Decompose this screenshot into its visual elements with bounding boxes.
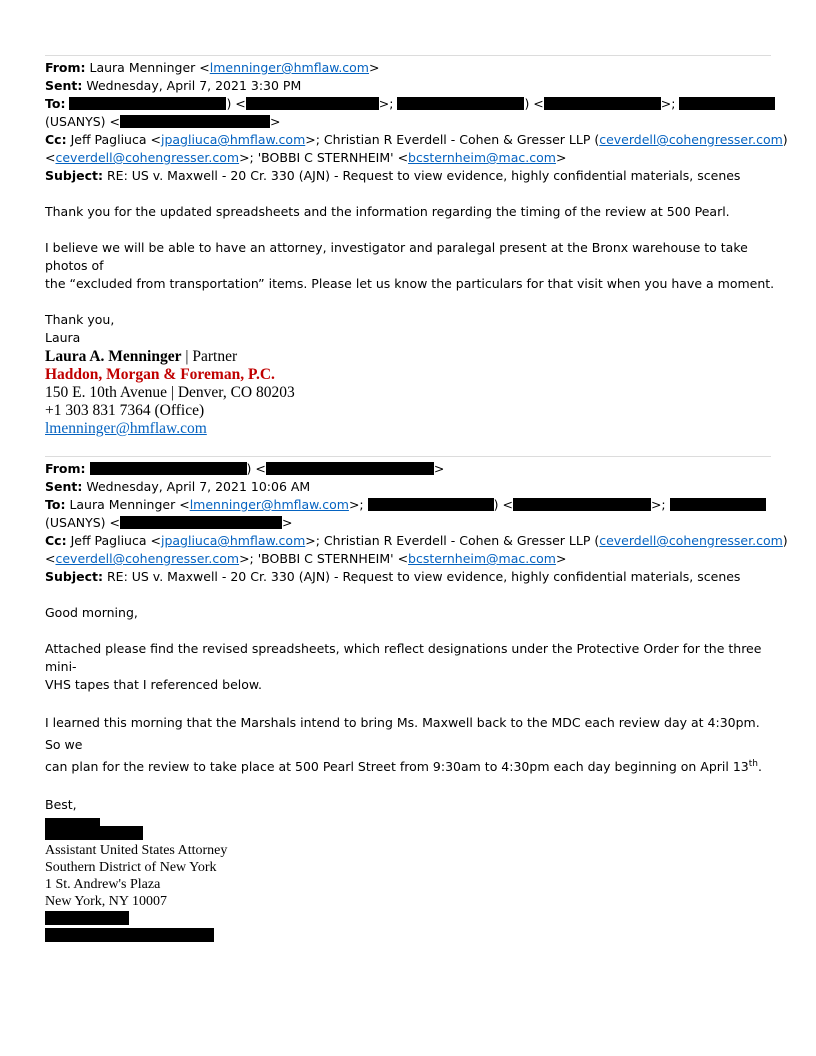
divider bbox=[45, 55, 771, 56]
sent-label: Sent: bbox=[45, 78, 83, 93]
cc-email-link[interactable]: ceverdell@cohengresser.com bbox=[55, 551, 240, 566]
cc-name: 'BOBBI C STERNHEIM' bbox=[257, 150, 394, 165]
cc-email-link[interactable]: bcsternheim@mac.com bbox=[408, 551, 556, 566]
body-paragraph: Attached please find the revised spreadsheets, which reflect designations under the Protective Order for the three mini- VHS tapes that I referenced below. bbox=[45, 641, 762, 692]
redaction-box bbox=[90, 462, 247, 475]
signature-email-link[interactable]: lmenninger@hmflaw.com bbox=[45, 420, 207, 437]
email-header-1 bbox=[45, 59, 788, 185]
email-header-2 bbox=[45, 460, 788, 586]
redaction-box bbox=[544, 97, 661, 110]
recipient-org: (USANYS) bbox=[45, 114, 106, 129]
email-body-2 bbox=[45, 604, 775, 832]
signature-address: New York, NY 10007 bbox=[45, 894, 167, 909]
subject-label: Subject: bbox=[45, 569, 103, 584]
signature-address: 150 E. 10th Avenue | Denver, CO 80203 bbox=[45, 384, 295, 401]
closing: Best, bbox=[45, 797, 77, 812]
cc-name: Christian R Everdell - Cohen & Gresser LLP bbox=[323, 132, 591, 147]
redaction-box bbox=[120, 115, 270, 128]
subject-line bbox=[45, 568, 775, 586]
redaction-box bbox=[513, 498, 651, 511]
redaction-box bbox=[368, 498, 494, 511]
from-line: From: Laura Menninger <lmenninger@hmflaw.com> bbox=[45, 60, 380, 75]
cc-email-link[interactable]: bcsternheim@mac.com bbox=[408, 150, 556, 165]
redaction-box bbox=[670, 498, 766, 511]
redaction-box bbox=[397, 97, 524, 110]
cc-name: Jeff Pagliuca bbox=[70, 533, 147, 548]
signature-office: Southern District of New York bbox=[45, 860, 217, 875]
cc-email-link[interactable]: ceverdell@cohengresser.com bbox=[55, 150, 240, 165]
recipient-name: Laura Menninger bbox=[69, 497, 176, 512]
sender-name: Laura Menninger bbox=[89, 60, 196, 75]
sent-line bbox=[45, 77, 775, 95]
subject-line bbox=[45, 167, 775, 185]
redaction-box bbox=[246, 97, 379, 110]
cc-email-link[interactable]: ceverdell@cohengresser.com bbox=[599, 533, 783, 548]
greeting: Good morning, bbox=[45, 605, 138, 620]
cc-label: Cc: bbox=[45, 533, 67, 548]
cc-email-link[interactable]: jpagliuca@hmflaw.com bbox=[160, 132, 306, 147]
cc-label: Cc: bbox=[45, 132, 67, 147]
closing: Thank you, Laura bbox=[45, 312, 115, 345]
signature-address: 1 St. Andrew's Plaza bbox=[45, 877, 161, 892]
sent-label: Sent: bbox=[45, 479, 83, 494]
cc-email-link[interactable]: ceverdell@cohengresser.com bbox=[599, 132, 783, 147]
to-label: To: bbox=[45, 96, 66, 111]
cc-line: Cc: Jeff Pagliuca <jpagliuca@hmflaw.com>; Christian R Everdell - Cohen & Gresser LLP (ceverdell@cohengresser.com) bbox=[45, 533, 788, 548]
recipient-org: (USANYS) bbox=[45, 515, 106, 530]
sender-email-link[interactable]: lmenninger@hmflaw.com bbox=[209, 60, 369, 75]
cc-name: 'BOBBI C STERNHEIM' bbox=[257, 551, 394, 566]
to-line: To: Laura Menninger <lmenninger@hmflaw.com>; ) < >; bbox=[45, 496, 775, 514]
cc-name: Jeff Pagliuca bbox=[70, 132, 147, 147]
body-paragraph: Thank you for the updated spreadsheets and the information regarding the timing of the review at 500 Pearl. bbox=[45, 204, 730, 219]
from-line: From: ) < > bbox=[45, 461, 445, 476]
cc-line: Cc: Jeff Pagliuca <jpagliuca@hmflaw.com>; Christian R Everdell - Cohen & Gresser LLP (ceverdell@cohengresser.com) bbox=[45, 132, 788, 147]
cc-line-cont: <ceverdell@cohengresser.com>; 'BOBBI C STERNHEIM' <bcsternheim@mac.com> bbox=[45, 551, 567, 566]
to-label: To: bbox=[45, 497, 66, 512]
redaction-box bbox=[69, 97, 226, 110]
cc-email-link[interactable]: jpagliuca@hmflaw.com bbox=[160, 533, 306, 548]
sent-line bbox=[45, 478, 775, 496]
from-label: From: bbox=[45, 461, 86, 476]
sent-date: Wednesday, April 7, 2021 3:30 PM bbox=[86, 78, 302, 93]
redaction-box bbox=[120, 516, 282, 529]
signature-firm: Haddon, Morgan & Foreman, P.C. bbox=[45, 366, 275, 383]
cc-name: Christian R Everdell - Cohen & Gresser LLP bbox=[323, 533, 591, 548]
redaction-box bbox=[45, 928, 214, 942]
subject-text: RE: US v. Maxwell - 20 Cr. 330 (AJN) - Request to view evidence, highly confidential materials, scenes bbox=[106, 569, 741, 584]
signature-block-1 bbox=[45, 348, 775, 438]
recipient-email-link[interactable]: lmenninger@hmflaw.com bbox=[189, 497, 349, 512]
to-line-cont: (USANYS) < > bbox=[45, 114, 281, 129]
subject-text: RE: US v. Maxwell - 20 Cr. 330 (AJN) - Request to view evidence, highly confidential materials, scenes bbox=[106, 168, 741, 183]
redaction-box bbox=[679, 97, 775, 110]
signature-title: Assistant United States Attorney bbox=[45, 843, 228, 858]
body-paragraph: I believe we will be able to have an attorney, investigator and paralegal present at the Bronx warehouse to take photos of the “excluded from transportation” items. Please let us know the particulars for that visit when you have a moment. bbox=[45, 240, 775, 291]
redaction-box bbox=[45, 826, 143, 840]
sent-date: Wednesday, April 7, 2021 10:06 AM bbox=[86, 479, 311, 494]
cc-line-cont: <ceverdell@cohengresser.com>; 'BOBBI C STERNHEIM' <bcsternheim@mac.com> bbox=[45, 150, 567, 165]
subject-label: Subject: bbox=[45, 168, 103, 183]
to-line-cont: (USANYS) < > bbox=[45, 515, 293, 530]
redaction-box bbox=[45, 911, 129, 925]
redaction-box bbox=[266, 462, 434, 475]
signature-block-2 bbox=[45, 842, 775, 910]
to-line: To: ) < >; ) < >; bbox=[45, 95, 775, 113]
divider bbox=[45, 456, 771, 457]
signature-phone: +1 303 831 7364 (Office) bbox=[45, 402, 205, 419]
signature-title: | Partner bbox=[181, 348, 238, 365]
signature-name: Laura A. Menninger bbox=[45, 348, 182, 365]
body-paragraph: I learned this morning that the Marshals intend to bring Ms. Maxwell back to the MDC each review day at 4:30pm. So we can plan for the review to take place at 500 Pearl Street from 9:30am to 4:30pm each day beginning on April 13th. bbox=[45, 715, 762, 774]
email-body-1 bbox=[45, 203, 775, 347]
from-label: From: bbox=[45, 60, 86, 75]
